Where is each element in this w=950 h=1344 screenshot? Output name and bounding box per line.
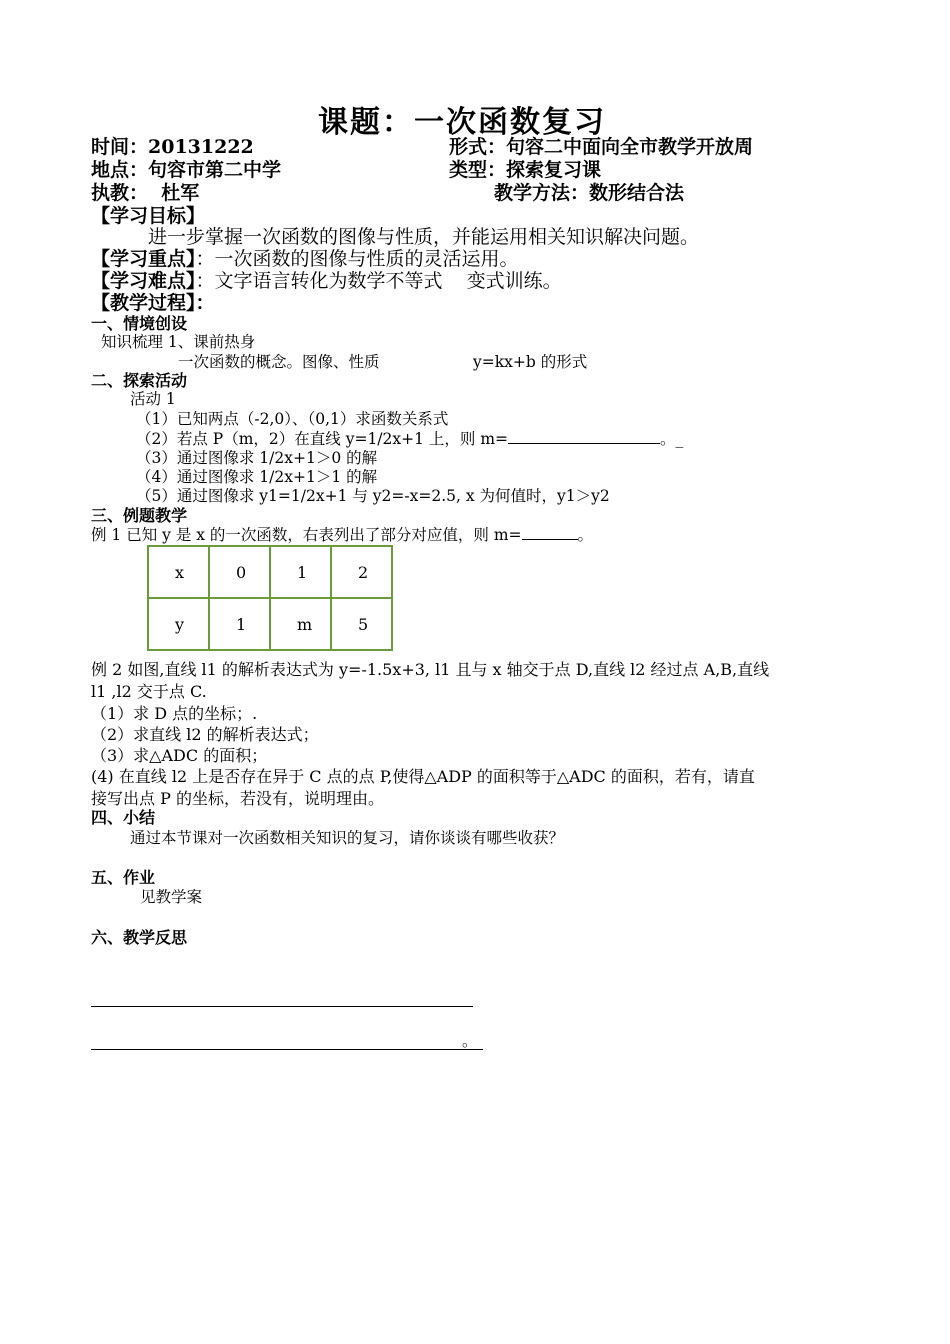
meta-place: 地点：句容市第二中学 [91,159,282,181]
section-1-line-1: 知识梳理 1、课前热身 [101,333,256,351]
reflection-line-1 [91,1006,473,1007]
value-table [147,545,393,651]
section-6-heading: 六、教学反思 [91,928,188,947]
table-cell: x [148,546,209,598]
goals-text: 进一步掌握一次函数的图像与性质，并能运用相关知识解决问题。 [148,226,700,248]
goals-heading: 【学习目标】 [91,205,206,227]
activity-label: 活动 1 [130,390,176,408]
section-1-line-2b: y=kx+b 的形式 [473,353,588,371]
table-cell: y [148,598,209,650]
table-cell: 2 [331,546,392,598]
meta-teacher: 执教： 杜军 [91,182,200,204]
question-3: （3）求△ADC 的面积； [91,746,268,765]
process-heading [91,292,215,314]
question-4-line-1: (4) 在直线 l2 上是否存在异于 C 点的点 P,使得△ADP 的面积等于△ADC 的面积，若有，请直 [91,767,755,786]
difficulty-text: ：文字语言转化为数学不等式 变式训练。 [195,270,562,292]
table-row [148,546,392,598]
difficulty-points [91,270,562,292]
activity-item-2-text: （2）若点 P（m，2）在直线 y=1/2x+1 上，则 m= [136,430,509,448]
example-2-line-2: l1 ,l2 交于点 C. [91,682,207,701]
table-cell: 1 [209,598,270,650]
example-1-text: 例 1 已知 y 是 x 的一次函数，右表列出了部分对应值，则 m= [91,526,522,544]
question-2: （2）求直线 l2 的解析表达式； [91,725,319,744]
section-1-heading: 一、情境创设 [91,314,188,333]
answer-blank [508,429,660,444]
section-4-heading: 四、小结 [91,808,156,827]
activity-item-5: （5）通过图像求 y1=1/2x+1 与 y2=-x=2.5, x 为何值时，y1＞y2 [136,487,610,505]
reflection-end-mark: 。 [462,1032,478,1050]
meta-method: 教学方法：数形结合法 [494,182,685,204]
table-cell: 1 [270,546,331,598]
example-1-blank [522,525,578,540]
difficulty-heading: 【学习难点】 [91,270,196,292]
activity-item-4: （4）通过图像求 1/2x+1＞1 的解 [136,468,378,486]
example-1 [91,525,593,545]
key-points [91,248,519,270]
section-5-heading: 五、作业 [91,868,156,887]
example-2-line-1: 例 2 如图,直线 l1 的解析表达式为 y=-1.5x+3, l1 且与 x 轴交于点 D,直线 l2 经过点 A,B,直线 [91,660,770,679]
meta-time: 时间：20131222 [91,136,254,158]
table-row [148,598,392,650]
section-3-heading: 三、例题教学 [91,506,188,525]
key-heading: 【学习重点】 [91,248,196,270]
homework-text: 见教学案 [140,888,203,906]
activity-item-3: （3）通过图像求 1/2x+1＞0 的解 [136,449,378,467]
process-heading-text: 【教学过程】 [91,292,196,314]
table-cell: 5 [331,598,392,650]
meta-type: 类型：探索复习课 [449,159,602,181]
table-cell: m [270,598,331,650]
reflection-line-2 [91,1049,483,1050]
key-text: ：一次函数的图像与性质的灵活运用。 [195,248,519,270]
activity-item-2-tail: 。_ [660,430,684,448]
question-4-line-2: 接写出点 P 的坐标，若没有，说明理由。 [91,789,384,808]
example-1-tail: 。 [577,526,594,544]
page-title: 课题：一次函数复习 [318,105,606,140]
process-heading-suffix: ： [195,292,215,314]
question-1: （1）求 D 点的坐标；. [91,704,258,723]
summary-text: 通过本节课对一次函数相关知识的复习，请你谈谈有哪些收获？ [130,829,565,847]
section-2-heading: 二、探索活动 [91,371,188,390]
section-1-line-2: 一次函数的概念。图像、性质 [178,353,380,371]
meta-form: 形式：句容二中面向全市教学开放周 [449,136,754,158]
table-cell: 0 [209,546,270,598]
activity-item-1: （1）已知两点（-2,0）、（0,1）求函数关系式 [136,410,449,428]
activity-item-2 [136,429,683,449]
